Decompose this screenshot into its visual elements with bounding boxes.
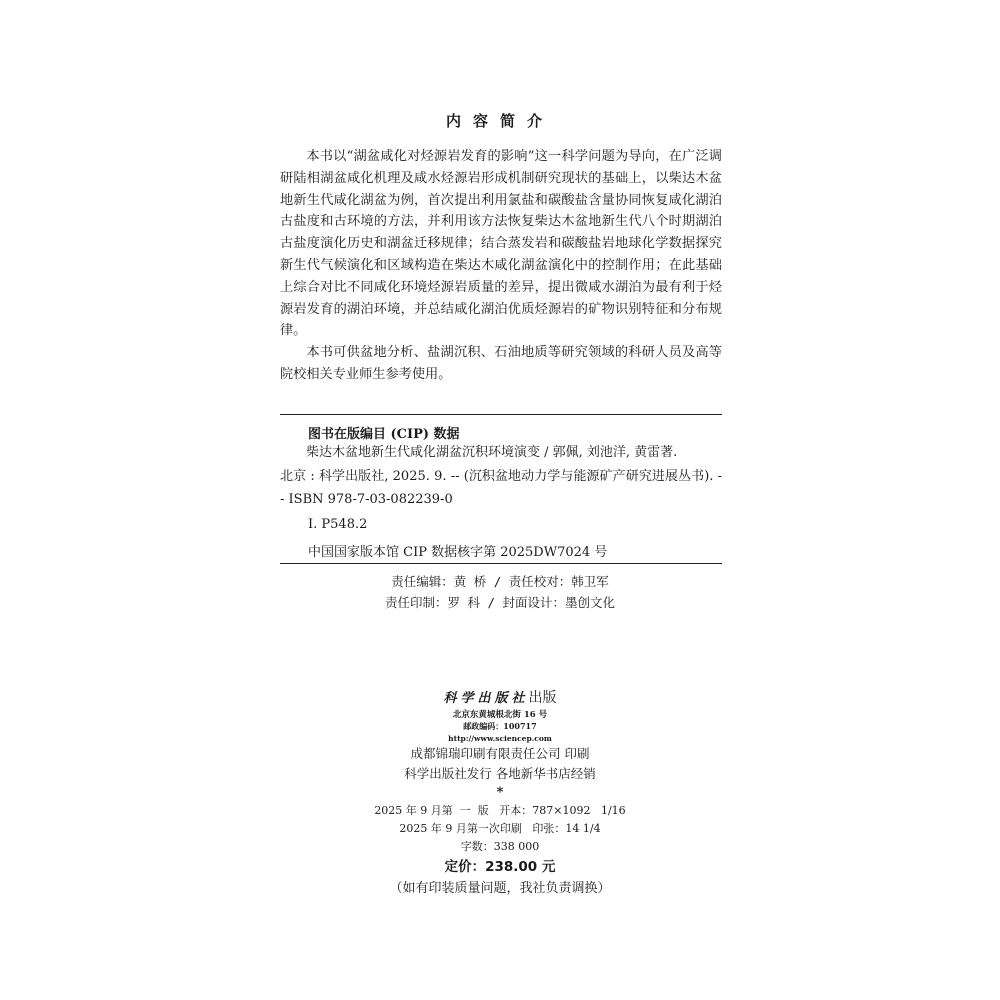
price: 定价：238.00 元 bbox=[444, 859, 556, 875]
cip-classification: Ⅰ. P548.2 bbox=[308, 517, 368, 532]
edition-line: 2025 年 9 月第 一 版 开本：787×1092 1/16 bbox=[374, 804, 626, 817]
word-count: 字数：338 000 bbox=[460, 840, 540, 853]
separator-star: * bbox=[496, 785, 504, 800]
editor-credits-line-2: 责任印制：罗 科 / 封面设计：墨创文化 bbox=[384, 595, 616, 610]
cip-heading: 图书在版编目 (CIP) 数据 bbox=[308, 427, 460, 442]
cip-entry-line-1: 柴达木盆地新生代咸化湖盆沉积环境演变 / 郭佩, 刘池洋, 黄雷著. bbox=[306, 445, 678, 460]
publisher-address: 北京东黄城根北街 16 号 bbox=[452, 710, 548, 720]
cip-entry-line-2: 北京 : 科学出版社, 2025. 9. -- (沉积盆地动力学与能源矿产研究进展丛书). -- ISBN 978-7-03-082239-0 bbox=[280, 468, 722, 507]
cip-verification: 中国国家版本馆 CIP 数据核字第 2025DW7024 号 bbox=[308, 545, 608, 560]
distributor-line: 科学出版社发行 各地新华书店经销 bbox=[404, 766, 596, 781]
summary-paragraph-2: 本书可供盆地分析、盐湖沉积、石油地质等研究领域的科研人员及高等院校相关专业师生参考使用。 bbox=[280, 345, 722, 382]
summary-body bbox=[280, 146, 722, 386]
cip-entry bbox=[280, 441, 722, 512]
publisher-line bbox=[0, 687, 1000, 707]
publisher-suffix: 出版 bbox=[528, 690, 557, 706]
printer-line: 成都锦瑞印刷有限责任公司 印刷 bbox=[410, 746, 590, 761]
publisher-postal-code: 邮政编码：100717 bbox=[463, 721, 537, 731]
cip-top-rule bbox=[280, 414, 722, 415]
summary-title: 内容简介 bbox=[445, 112, 554, 130]
summary-paragraph-1: 本书以“湖盆咸化对烃源岩发育的影响”这一科学问题为导向，在广泛调研陆相湖盆咸化机理及咸水烃源岩形成机制研究现状的基础上，以柴达木盆地新生代咸化湖盆为例，首次提出利用氯盐和碳酸盐含量协同恢复咸化湖泊古盐度和古环境的方法，并利用该方法恢复柴达木盆地新生代八个时期湖泊古盐度演化历史和湖盆迁移规律；结合蒸发岩和碳酸盐岩地球化学数据探究新生代气候演化和区域构造在柴达木咸化湖盆演化中的控制作用；在此基础上综合对比不同咸化环境烃源岩质量的差异，提出微咸水湖泊为最有利于烃源岩发育的湖泊环境，并总结咸化湖泊优质烃源岩的矿物识别特征和分布规律。 bbox=[280, 149, 722, 339]
publisher-url: http://www.sciencep.com bbox=[448, 734, 552, 743]
editor-credits bbox=[0, 571, 1000, 613]
publisher-name: 科学出版社 bbox=[443, 691, 529, 706]
quality-notice: （如有印装质量问题，我社负责调换） bbox=[389, 881, 611, 896]
printing-line: 2025 年 9 月第一次印刷 印张：14 1/4 bbox=[399, 822, 601, 835]
cip-bottom-rule bbox=[280, 563, 722, 564]
editor-credits-line-1: 责任编辑：黄 桥 / 责任校对：韩卫军 bbox=[391, 574, 609, 589]
